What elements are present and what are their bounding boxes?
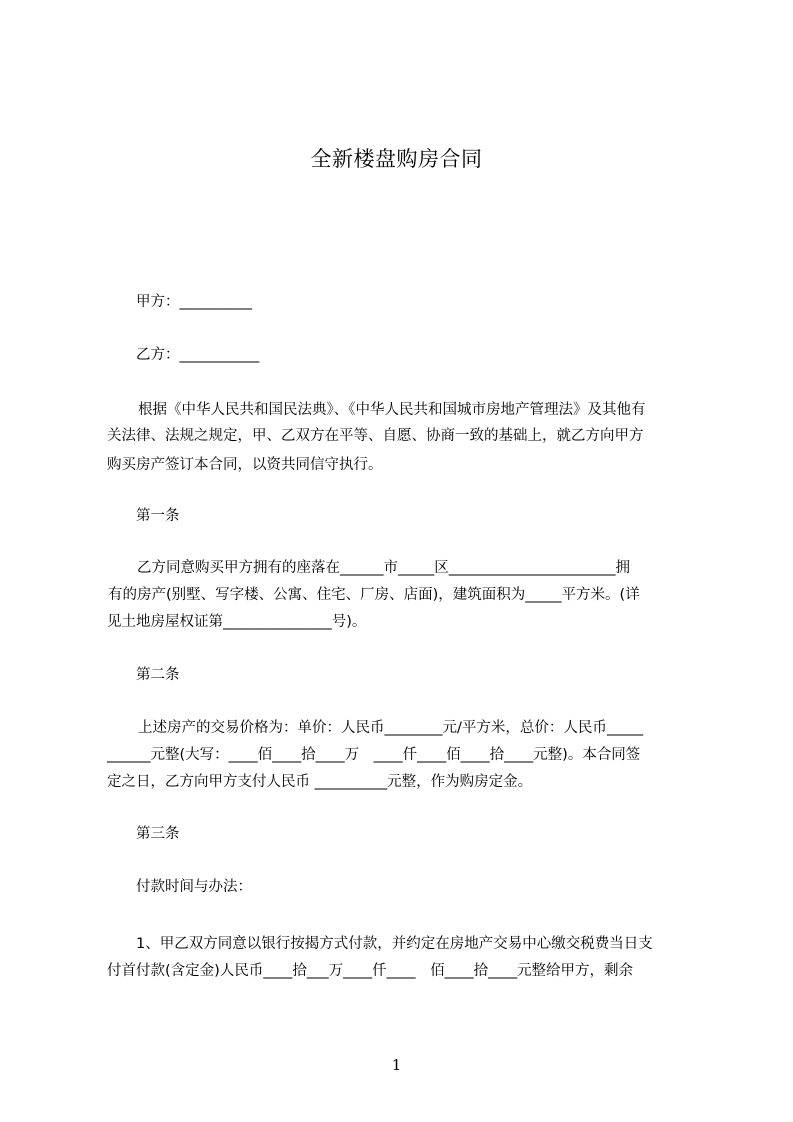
party-b-line: 乙方：___________: [136, 347, 260, 363]
article-1-line-3: 见土地房屋权证第_______________号)。: [107, 614, 367, 630]
article-3-heading: 第三条: [136, 826, 180, 842]
preamble-line-3: 购买房产签订本合同，以资共同信守执行。: [107, 457, 383, 473]
article-2-heading: 第二条: [136, 667, 180, 683]
article-2-line-1: 上述房产的交易价格为：单价：人民币________元/平方米，总价：人民币_____: [138, 720, 644, 736]
document-title: 全新楼盘购房合同: [310, 147, 483, 171]
page-number: 1: [391, 1056, 402, 1074]
article-2-line-2: ______元整(大写：____佰____拾____万 ____仟____佰____拾____元整)。本合同签: [107, 747, 641, 763]
preamble-line-1: 根据《中华人民共和国民法典》、《中华人民共和国城市房地产管理法》及其他有: [138, 402, 646, 418]
party-a-line: 甲方：__________: [136, 294, 252, 310]
article-2-line-3: 定之日，乙方向甲方支付人民币 __________元整，作为购房定金。: [107, 774, 533, 790]
article-3-line-2: 付首付款(含定金)人民币____拾___万____仟____ 佰____拾____元整给甲方，剩余: [107, 963, 634, 979]
article-3-line-1: 1、甲乙双方同意以银行按揭方式付款，并约定在房地产交易中心缴交税费当日支: [136, 936, 653, 952]
article-1-heading: 第一条: [136, 508, 180, 524]
article-1-line-2: 有的房产(别墅、写字楼、公寓、住宅、厂房、店面)，建筑面积为_____平方米。(详: [108, 587, 640, 603]
preamble-line-2: 关法律、法规之规定，甲、乙双方在平等、自愿、协商一致的基础上，就乙方向甲方: [107, 428, 644, 444]
article-1-line-1: 乙方同意购买甲方拥有的座落在______市_____区_______________________拥: [137, 560, 630, 576]
article-3-subheading: 付款时间与办法：: [136, 879, 252, 895]
